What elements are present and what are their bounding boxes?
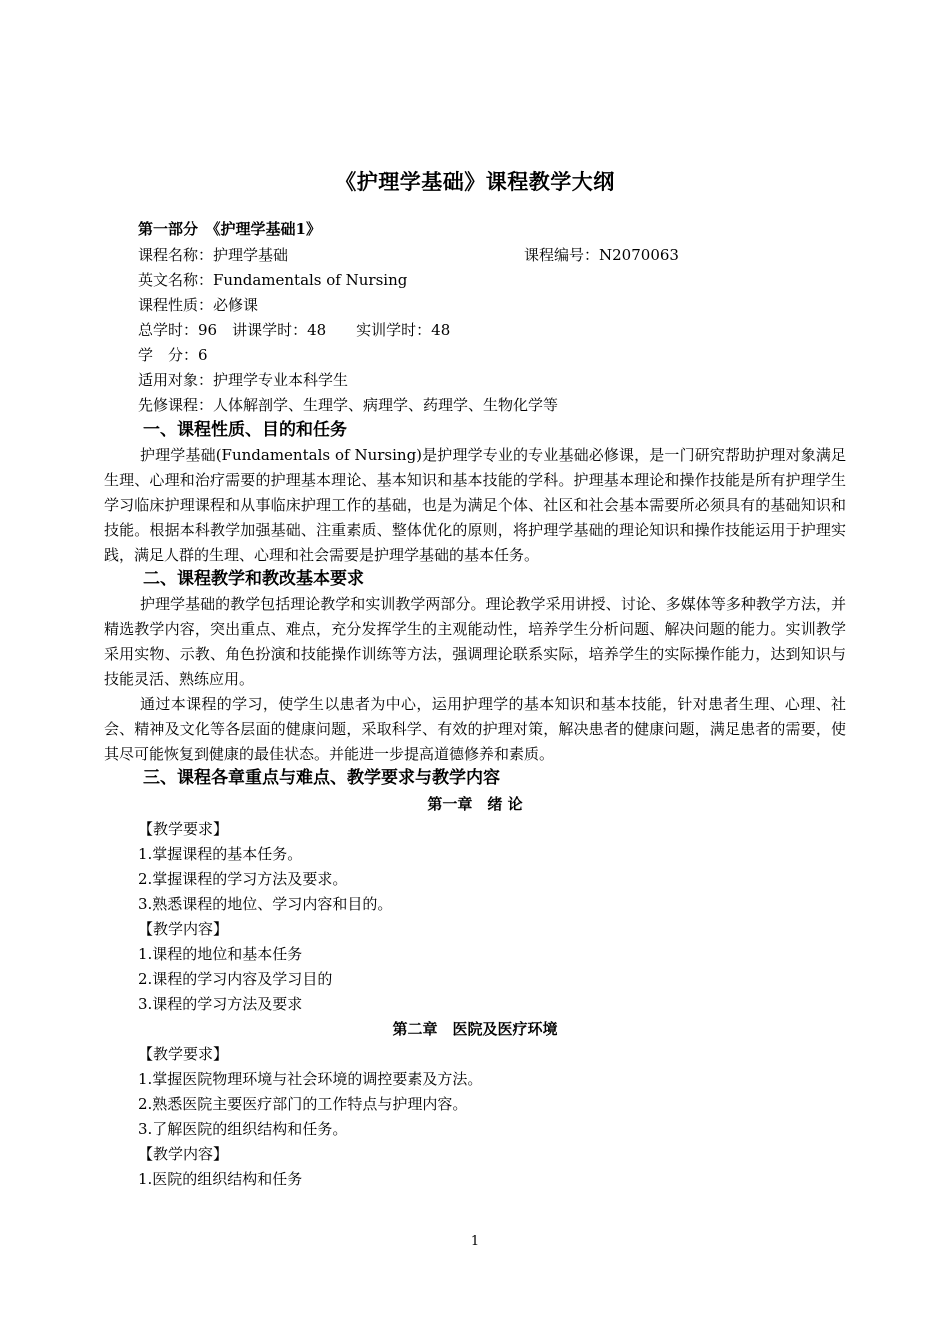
course-name: 课程名称：护理学基础 [138,246,289,264]
section-2-paragraph-2: 通过本课程的学习，使学生以患者为中心，运用护理学的基本知识和基本技能，针对患者生理、心理、社会、精神及文化等各层面的健康问题，采取科学、有效的护理对策，解决患者的健康问题，满足患者的需要，使其尽可能恢复到健康的最佳状态。并能进一步提高道德修养和素质。 [104,695,846,763]
course-code: 课程编号：N2070063 [524,246,679,264]
section-2-paragraph-1: 护理学基础的教学包括理论教学和实训教学两部分。理论教学采用讲授、讨论、多媒体等多种教学方法，并精选教学内容，突出重点、难点，充分发挥学生的主观能动性，培养学生分析问题、解决问题的能力。实训教学采用实物、示教、角色扮演和技能操作训练等方法，强调理论联系实际，培养学生的实际操作能力，达到知识与技能灵活、熟练应用。 [104,595,846,688]
chapter-2-requirement: 3.了解医院的组织结构和任务。 [138,1120,348,1138]
course-credits: 学 分：6 [138,346,208,364]
chapter-2-requirements-label: 【教学要求】 [138,1045,229,1063]
chapter-1-requirement: 1.掌握课程的基本任务。 [138,845,303,863]
chapter-2-content-label: 【教学内容】 [138,1145,229,1163]
course-prerequisites: 先修课程：人体解剖学、生理学、病理学、药理学、生物化学等 [138,396,559,414]
chapter-2-heading: 第二章 医院及医疗环境 [392,1020,558,1038]
section-1-paragraph: 护理学基础(Fundamentals of Nursing)是护理学专业的专业基础必修课，是一门研究帮助护理对象满足生理、心理和治疗需要的护理基本理论、基本知识和基本技能的学科。护理基本理论和操作技能是所有护理学生学习临床护理课程和从事临床护理工作的基础，也是为满足个体、社区和社会基本需要所必须具有的基础知识和技能。根据本科教学加强基础、注重素质、整体优化的原则，将护理学基础的理论知识和操作技能运用于护理实践，满足人群的生理、心理和社会需要是护理学基础的基本任务。 [104,446,846,564]
part-heading: 第一部分 《护理学基础1》 [138,220,321,238]
chapter-1-requirement: 2.掌握课程的学习方法及要求。 [138,870,348,888]
document-title: 《护理学基础》课程教学大纲 [335,170,615,194]
course-hours: 总学时：96 讲课学时：48 实训学时：48 [138,321,451,339]
english-name: 英文名称：Fundamentals of Nursing [138,271,408,289]
chapter-1-heading: 第一章 绪 论 [427,795,523,813]
chapter-1-content-item: 2.课程的学习内容及学习目的 [138,970,333,988]
chapter-2-requirement: 1.掌握医院物理环境与社会环境的调控要素及方法。 [138,1070,483,1088]
chapter-1-content-label: 【教学内容】 [138,920,229,938]
section-3-heading: 三、课程各章重点与难点、教学要求与教学内容 [143,768,500,788]
course-nature: 课程性质：必修课 [138,296,259,314]
section-2-heading: 二、课程教学和教改基本要求 [143,569,364,589]
chapter-1-requirement: 3.熟悉课程的地位、学习内容和目的。 [138,895,393,913]
course-audience: 适用对象：护理学专业本科学生 [138,371,349,389]
chapter-1-requirements-label: 【教学要求】 [138,820,229,838]
page-number: 1 [470,1234,480,1249]
chapter-2-content-item: 1.医院的组织结构和任务 [138,1170,303,1188]
chapter-2-requirement: 2.熟悉医院主要医疗部门的工作特点与护理内容。 [138,1095,468,1113]
chapter-1-content-item: 1.课程的地位和基本任务 [138,945,303,963]
course-name-row [138,245,679,265]
chapter-1-content-item: 3.课程的学习方法及要求 [138,995,303,1013]
section-1-heading: 一、课程性质、目的和任务 [143,420,347,440]
